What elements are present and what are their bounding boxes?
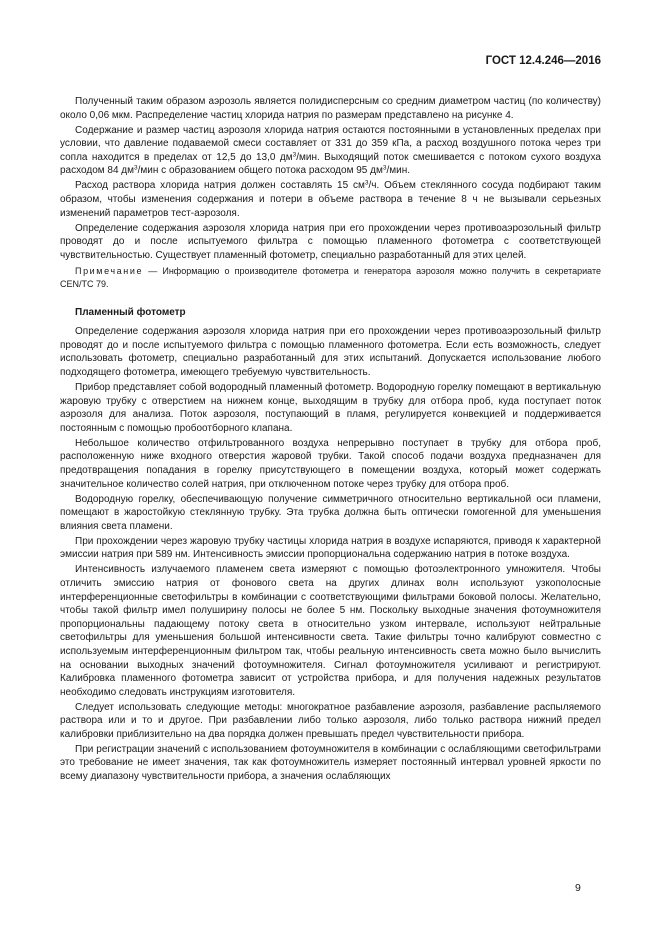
paragraph-attenuating-filters: При регистрации значений с использованием фотоумножителя в комбинации с ослабляющими светофильтрами это требование не имеет значения, так как фотоумножитель измеряет постоянный интервал уровней яркости по всему диапазону чувствительности прибора, а значения ослабляющих bbox=[60, 743, 601, 783]
paragraph-content-determination: Определение содержания аэрозоля хлорида натрия при его прохождении через противоаэрозольный фильтр проводят до и после испытуемого фильтра с помощью пламенного фотометра с соответствующей чувствительностью. Существует пламенный фотометр, специально разработанный для этих целей. bbox=[60, 222, 601, 261]
paragraph-filtered-air: Небольшое количество отфильтрованного воздуха непрерывно поступает в трубку для отбора проб, расположенную ниже входного отверстия жаровой трубки. Такой способ подачи воздуха предназначен для предотвращения попадания в горелку присутствующего в помещении воздуха, который может содержать значительное количество солей натрия, при отключенном потоке через трубку для отбора проб. bbox=[60, 437, 601, 490]
paragraph-photometer-use: Определение содержания аэрозоля хлорида натрия при его прохождении через противоаэрозольный фильтр проводят до и после испытуемого фильтра с помощью пламенного фотометра. Если есть возможность, следует использовать фотометр, специально разработанный для этих испытаний. Допускается использование любого подходящего фотометра, имеющего требуемую чувствительность. bbox=[60, 326, 601, 379]
note-label: Примечание bbox=[75, 266, 144, 277]
superscript: 3 bbox=[382, 164, 387, 172]
paragraph-text: /мин. bbox=[386, 165, 411, 177]
document-body bbox=[60, 95, 601, 785]
paragraph-glass-tube: Водородную горелку, обеспечивающую получение симметричного относительно вертикальной оси пламени, помещают в жаростойкую стеклянную трубку. Эта трубка должна быть оптически гомогенной для уменьшения влияния света пламени. bbox=[60, 493, 601, 532]
paragraph-sodium-emission: При прохождении через жаровую трубку частицы хлорида натрия в воздухе испаряются, приводя к характерной эмиссии натрия при 589 нм. Интенсивность эмиссии пропорциональна содержанию натрия в потоке воздуха. bbox=[60, 535, 601, 561]
section-heading: Пламенный фотометр bbox=[75, 306, 186, 318]
paragraph-solution-flow bbox=[60, 179, 601, 220]
note bbox=[60, 265, 601, 289]
paragraph-text: Расход раствора хлорида натрия должен составлять 15 см bbox=[75, 180, 365, 192]
paragraph-aerosol-size: Полученный таким образом аэрозоль является полидисперсным со средним диаметром частиц (по количеству) около 0,06 мкм. Распределение частиц хлорида натрия по размерам представлено на рисунке 4. bbox=[60, 96, 601, 121]
paragraph-text: /ч. Объем стеклянного сосуда подбирают таким образом, чтобы изменения содержания и потери в объеме раствора в течение 8 ч не вызывали серьезных изменений параметров тест-аэрозоля. bbox=[60, 180, 602, 219]
paragraph-dilution-methods: Следует использовать следующие методы: многократное разбавление аэрозоля, разбавление распыляемого раствора или и то и другое. При разбавлении либо только аэрозоля, либо только раствора нижний предел калибровки приблизительно на два порядка должен превышать предел чувствительности прибора. bbox=[60, 701, 601, 740]
superscript: 3 bbox=[134, 164, 138, 172]
paragraph-text: /мин. Выходящий поток смешивается с потоком сухого воздуха расходом 84 дм bbox=[60, 151, 601, 177]
superscript: 3 bbox=[292, 151, 297, 159]
paragraph-aerosol-stability bbox=[60, 124, 601, 178]
paragraph-text: /мин с образованием общего потока расходом 95 дм bbox=[137, 165, 383, 177]
paragraph-photomultiplier: Интенсивность излучаемого пламенем света измеряют с помощью фотоэлектронного умножителя. Чтобы отличить эмиссию натрия от фонового света на других длинах волн используют узкополосные интерференционные светофильтры в комбинации с соответствующими фильтрами боковой полосы. Желательно, чтобы такой фильтр имел полуширину полосы не более 5 нм. Поскольку выходные значения фотоумножителя пропорциональны падающему потоку света в относительно узком интервале, используют нейтральные светофильтры для уменьшения большой интенсивности света. Такие фильтры точно калибруют совместно с используемым интерференционным фильтром так, чтобы реальную интенсивность света можно было вычислить на основании выходных значений фотоумножителя. Сигнал фотоумножителя усиливают и регистрируют. Калибровка пламенного фотометра зависит от устройства прибора, и для получения надежных результатов необходимо следовать инструкциям изготовителя. bbox=[60, 564, 601, 698]
document-code: ГОСТ 12.4.246—2016 bbox=[485, 55, 601, 67]
note-text: — Информацию о производителе фотометра и генератора аэрозоля можно получить в секретариате CEN/TC 79. bbox=[60, 266, 601, 289]
page-number: 9 bbox=[575, 882, 581, 894]
paragraph-hydrogen-burner: Прибор представляет собой водородный пламенный фотометр. Водородную горелку помещают в вертикальную жаровую трубку с отверстием на нижнем конце, выходящим в трубку для отбора проб, куда поступает поток аэрозоля для анализа. Поток аэрозоля, поступающий в пламя, регулируется конвекцией и поддерживается постоянным с помощью пробоотборного клапана. bbox=[60, 382, 601, 434]
paragraph-text: Содержание и размер частиц аэрозоля хлорида натрия остаются постоянными в установленных пределах при условии, что давление подаваемой смеси составляет от 331 до 359 кПа, а расход воздушного потока через три сопла находится в пределах от 12,5 до 13,0 дм bbox=[60, 124, 601, 163]
superscript: 3 bbox=[364, 179, 369, 187]
